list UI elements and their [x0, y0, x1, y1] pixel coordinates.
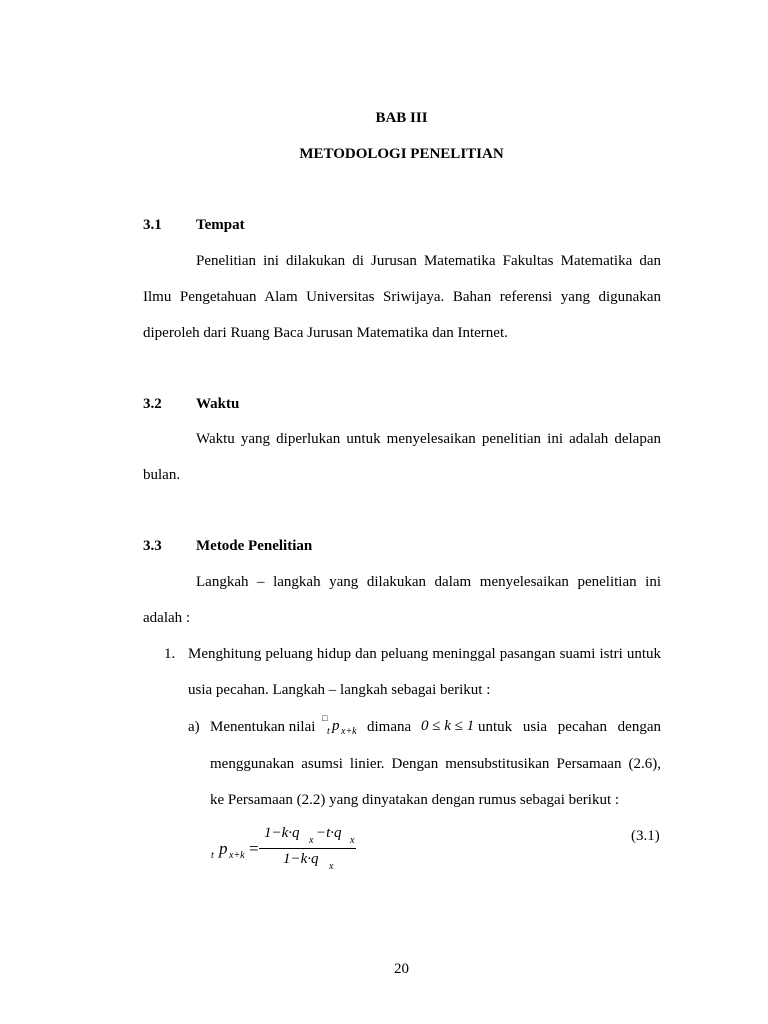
chapter-label: BAB III — [375, 110, 428, 126]
eq-numerator-part: 1−k·q — [264, 825, 300, 841]
section-title: Tempat — [196, 217, 245, 233]
missing-glyph-box: □ — [322, 713, 328, 723]
sub-item-line: ke Persamaan (2.2) yang dinyatakan dengan rumus sebagai berikut : — [210, 792, 620, 808]
section-number: 3.1 — [143, 217, 162, 233]
eq-numerator-sub: x — [309, 835, 314, 846]
section-title: Waktu — [196, 396, 240, 412]
paragraph-line: Waktu yang diperlukan untuk menyelesaikan penelitian ini adalah delapan — [196, 431, 661, 447]
eq-equals: = — [249, 839, 259, 858]
chapter-title: METODOLOGI PENELITIAN — [299, 146, 504, 162]
eq-numerator-sub: x — [350, 835, 355, 846]
eq-lhs-prescript: t — [211, 850, 214, 861]
list-item-line: usia pecahan. Langkah – langkah sebagai berikut : — [188, 682, 491, 698]
paragraph-line: diperoleh dari Ruang Baca Jurusan Matematika dan Internet. — [143, 325, 508, 341]
page-number: 20 — [394, 961, 409, 977]
eq-lhs-p: p — [219, 839, 228, 858]
list-number: 1. — [164, 646, 176, 662]
eq-denominator: 1−k·q — [283, 851, 319, 867]
eq-numerator-part: −t·q — [316, 825, 342, 841]
sub-item-text: untuk usia pecahan dengan — [478, 719, 661, 735]
eq-denominator-sub: x — [329, 861, 334, 872]
paragraph-line: Ilmu Pengetahuan Alam Universitas Sriwijaya. Bahan referensi yang digunakan — [143, 289, 661, 305]
paragraph-line: adalah : — [143, 610, 191, 626]
paragraph-line: Penelitian ini dilakukan di Jurusan Matematika Fakultas Matematika dan — [196, 253, 661, 269]
paragraph-line: bulan. — [143, 467, 181, 483]
math-condition: 0 ≤ k ≤ 1 — [421, 718, 475, 734]
sub-item-line: menggunakan asumsi linier. Dengan mensubstitusikan Persamaan (2.6), — [210, 756, 661, 772]
equation-label: (3.1) — [631, 828, 660, 844]
fraction-bar — [259, 848, 356, 849]
section-title: Metode Penelitian — [196, 538, 313, 554]
sub-item-text: Menentukan nilai — [210, 719, 316, 735]
paragraph-line: Langkah – langkah yang dilakukan dalam menyelesaikan penelitian ini — [196, 574, 661, 590]
section-number: 3.3 — [143, 538, 162, 554]
list-item-line: Menghitung peluang hidup dan peluang meninggal pasangan suami istri untuk — [188, 646, 661, 662]
section-number: 3.2 — [143, 396, 162, 412]
sub-item-text: dimana — [367, 719, 412, 735]
math-p: p — [332, 718, 340, 734]
eq-lhs-subscript: x+k — [229, 850, 245, 861]
sub-item-label: a) — [188, 719, 200, 735]
math-prescript: t — [327, 726, 330, 737]
math-subscript: x+k — [341, 726, 357, 737]
